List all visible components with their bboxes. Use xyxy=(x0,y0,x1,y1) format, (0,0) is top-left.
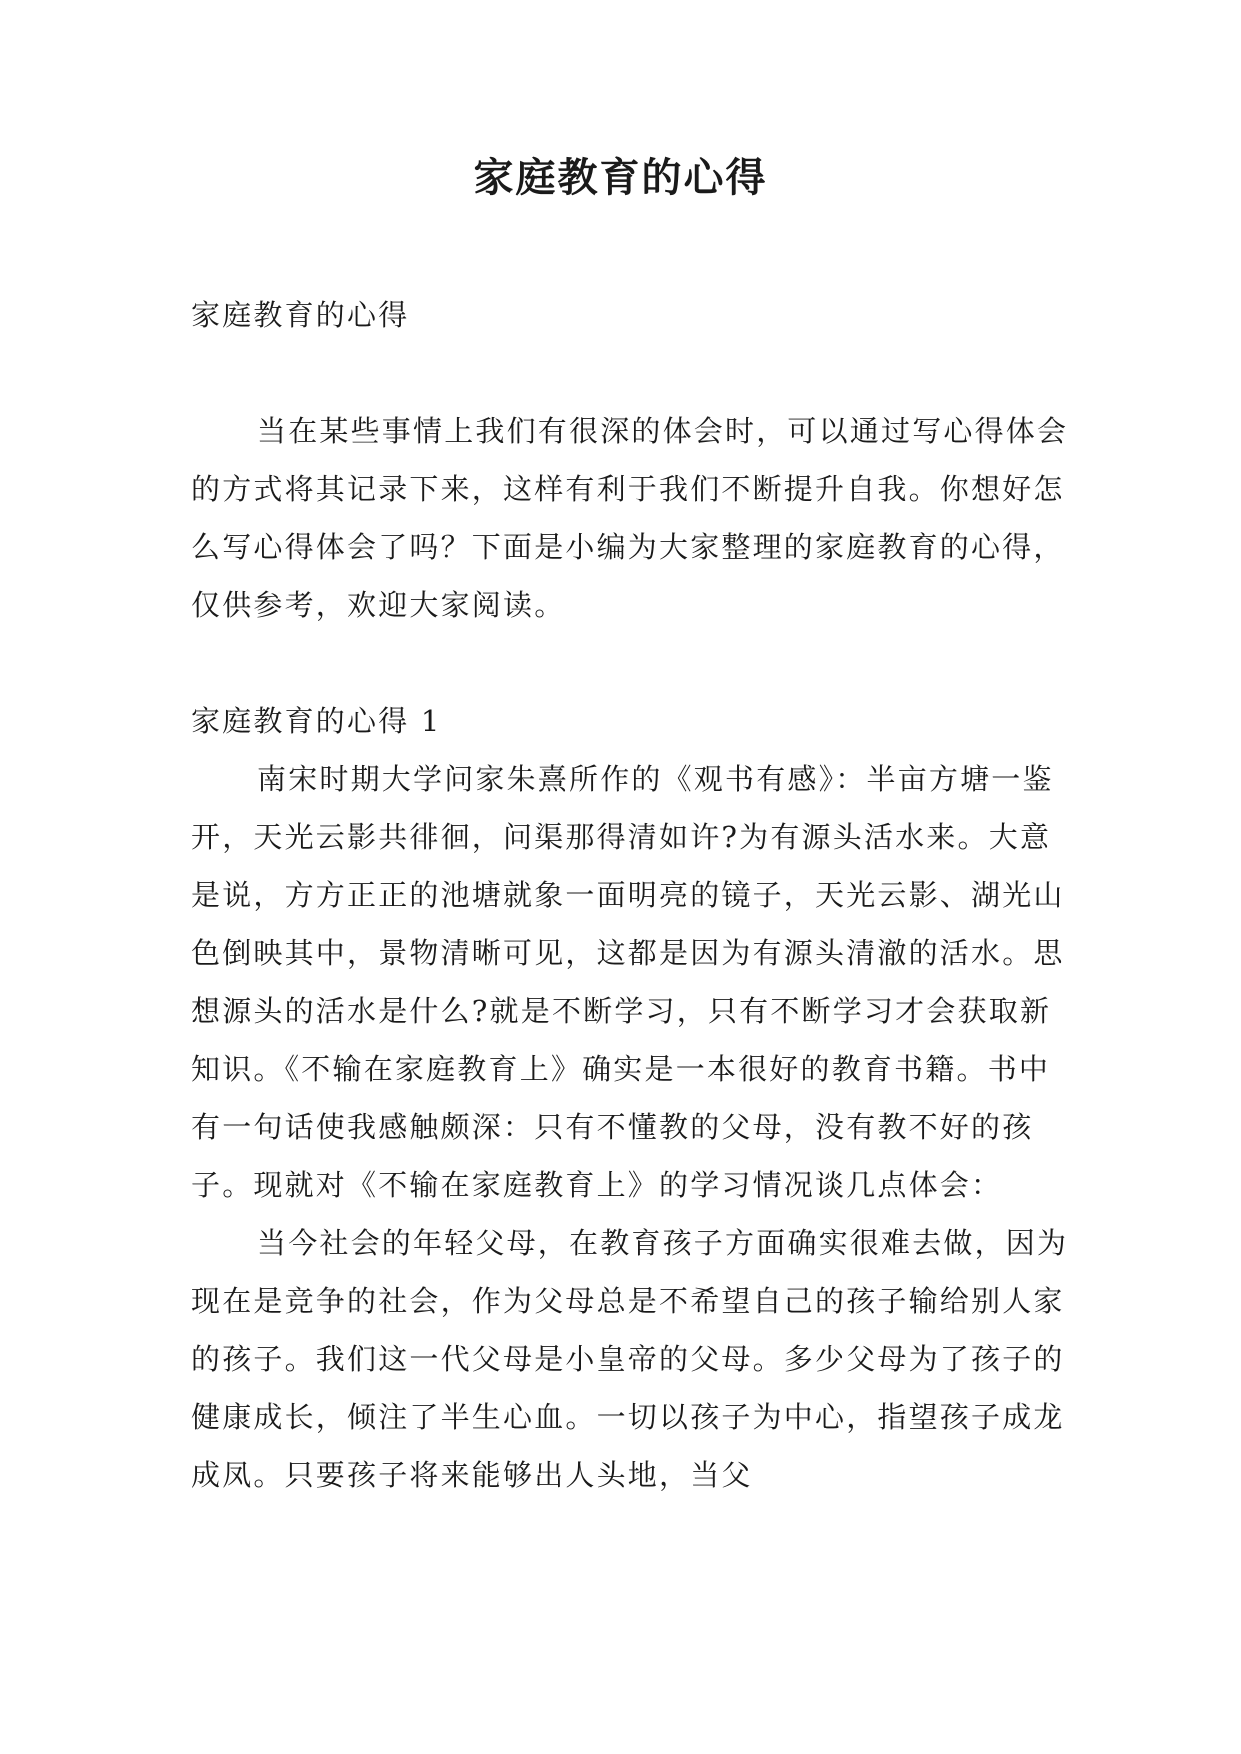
intro-paragraph: 当在某些事情上我们有很深的体会时，可以通过写心得体会的方式将其记录下来，这样有利于我们不断提升自我。你想好怎么写心得体会了吗？下面是小编为大家整理的家庭教育的心得，仅供参考，欢迎大家阅读。 xyxy=(191,414,1069,622)
document-title: 家庭教育的心得 xyxy=(473,154,768,201)
body-paragraph-2: 当今社会的年轻父母，在教育孩子方面确实很难去做，因为现在是竞争的社会，作为父母总是不希望自己的孩子输给别人家的孩子。我们这一代父母是小皇帝的父母。多少父母为了孩子的健康成长，倾注了半生心血。一切以孩子为中心，指望孩子成龙成凤。只要孩子将来能够出人头地，当父 xyxy=(191,1226,1069,1492)
section-heading: 家庭教育的心得 1 xyxy=(191,704,442,738)
document-body xyxy=(191,286,1071,1504)
body-paragraph-1: 南宋时期大学问家朱熹所作的《观书有感》：半亩方塘一鉴开，天光云影共徘徊，问渠那得清如许?为有源头活水来。大意是说，方方正正的池塘就象一面明亮的镜子，天光云影、湖光山色倒映其中，景物清晰可见，这都是因为有源头清澈的活水。思想源头的活水是什么?就是不断学习，只有不断学习才会获取新知识。《不输在家庭教育上》确实是一本很好的教育书籍。书中有一句话使我感触颇深：只有不懂教的父母，没有教不好的孩子。现就对《不输在家庭教育上》的学习情况谈几点体会： xyxy=(191,762,1065,1202)
document-subtitle: 家庭教育的心得 xyxy=(191,298,410,332)
